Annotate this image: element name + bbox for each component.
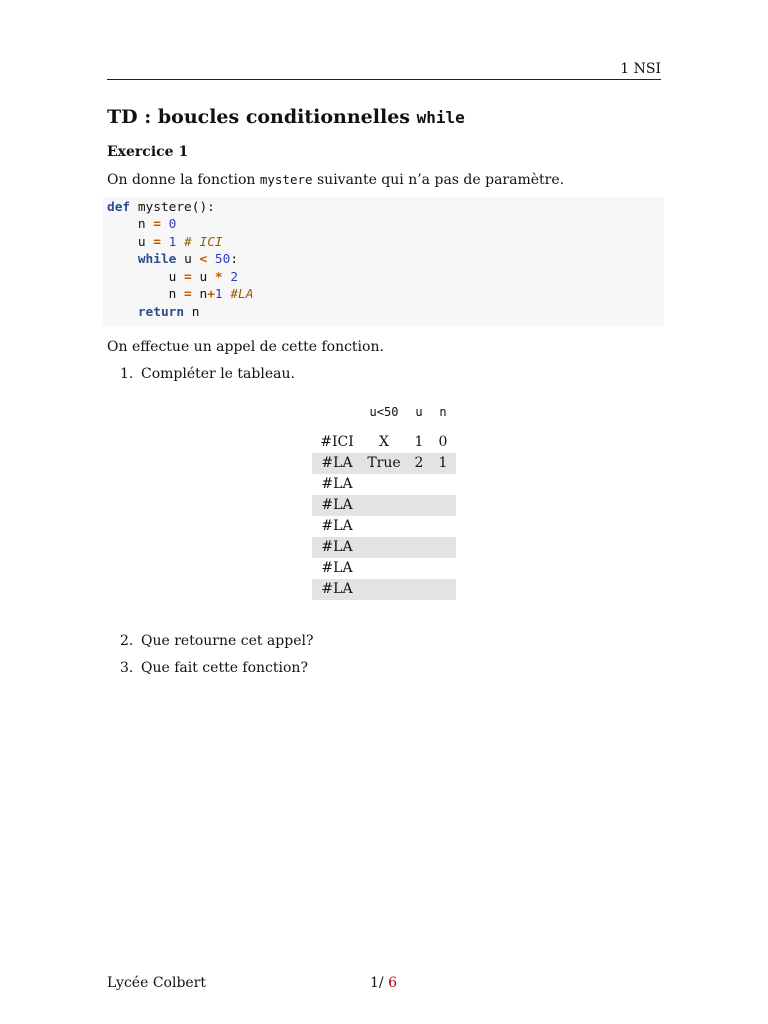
question-number: 3.: [120, 660, 134, 676]
table-cell[interactable]: [411, 516, 427, 537]
question-number: 2.: [120, 633, 134, 649]
table-cell: #ICI: [320, 434, 354, 450]
question-text: Compléter le tableau.: [141, 366, 295, 382]
page-title: TD : boucles conditionnelles while: [107, 106, 465, 128]
table-cell[interactable]: [364, 579, 404, 600]
table-cell[interactable]: [435, 558, 451, 579]
table-row: [312, 432, 456, 453]
table-cell[interactable]: [435, 474, 451, 495]
table-cell[interactable]: [364, 474, 404, 495]
table-row: [312, 558, 456, 579]
table-row: [312, 537, 456, 558]
table-row: [312, 516, 456, 537]
code-line-7: return n: [137, 305, 200, 320]
header-rule: [107, 79, 661, 80]
table-cell: #LA: [321, 497, 353, 513]
table-cell: True: [367, 455, 401, 471]
table-cell[interactable]: [411, 474, 427, 495]
table-cell[interactable]: [411, 579, 427, 600]
question-text: Que retourne cet appel?: [141, 633, 314, 649]
code-line-2: n = 0: [107, 217, 177, 232]
table-cell: 1: [438, 455, 448, 471]
page-number: 1/ 6: [370, 975, 397, 991]
table-cell: #LA: [321, 581, 353, 597]
table-cell: 2: [414, 455, 424, 471]
code-block: [103, 197, 664, 326]
table-cell[interactable]: [435, 537, 451, 558]
table-row: [312, 474, 456, 495]
footer-school: Lycée Colbert: [107, 975, 207, 991]
page-total-link[interactable]: 6: [383, 975, 397, 991]
table-cell: X: [379, 434, 389, 450]
code-line-3: u = 1 # ICI: [107, 235, 223, 250]
table-cell[interactable]: [411, 537, 427, 558]
table-cell: #LA: [321, 560, 353, 576]
table-cell[interactable]: [411, 558, 427, 579]
table-cell[interactable]: [411, 495, 427, 516]
after-code-text: On effectue un appel de cette fonction.: [107, 339, 384, 355]
intro-code: mystere: [259, 172, 313, 187]
exercise-title: Exercice 1: [107, 144, 189, 160]
table-cell: #LA: [321, 539, 353, 555]
table-cell[interactable]: [435, 516, 451, 537]
question-text: Que fait cette fonction?: [141, 660, 308, 676]
table-cell[interactable]: [435, 495, 451, 516]
table-header: n: [439, 405, 447, 419]
table-cell[interactable]: [364, 558, 404, 579]
table-cell[interactable]: [364, 537, 404, 558]
exercise-intro: On donne la fonction mystere suivante qui n’a pas de paramètre.: [107, 172, 565, 188]
code-line-5: u = u * 2: [107, 270, 239, 285]
table-cell: #LA: [321, 518, 353, 534]
table-row: [312, 579, 456, 600]
table-header: u<50: [369, 405, 399, 419]
table-cell[interactable]: [364, 516, 404, 537]
code-line-4: while u < 50:: [137, 252, 239, 267]
table-cell: #LA: [321, 455, 353, 471]
table-header: u: [415, 405, 423, 419]
code-line-1: def mystere():: [107, 200, 215, 215]
table-cell[interactable]: [364, 495, 404, 516]
class-label: 1 NSI: [620, 61, 661, 77]
title-code: while: [416, 108, 465, 127]
code-line-6: n = n+1 #LA: [107, 287, 254, 302]
table-cell: 1: [414, 434, 424, 450]
table-row: [312, 453, 456, 474]
table-row: [312, 495, 456, 516]
table-cell: #LA: [321, 476, 353, 492]
table-cell[interactable]: [435, 579, 451, 600]
table-cell: 0: [438, 434, 448, 450]
question-number: 1.: [120, 366, 134, 382]
